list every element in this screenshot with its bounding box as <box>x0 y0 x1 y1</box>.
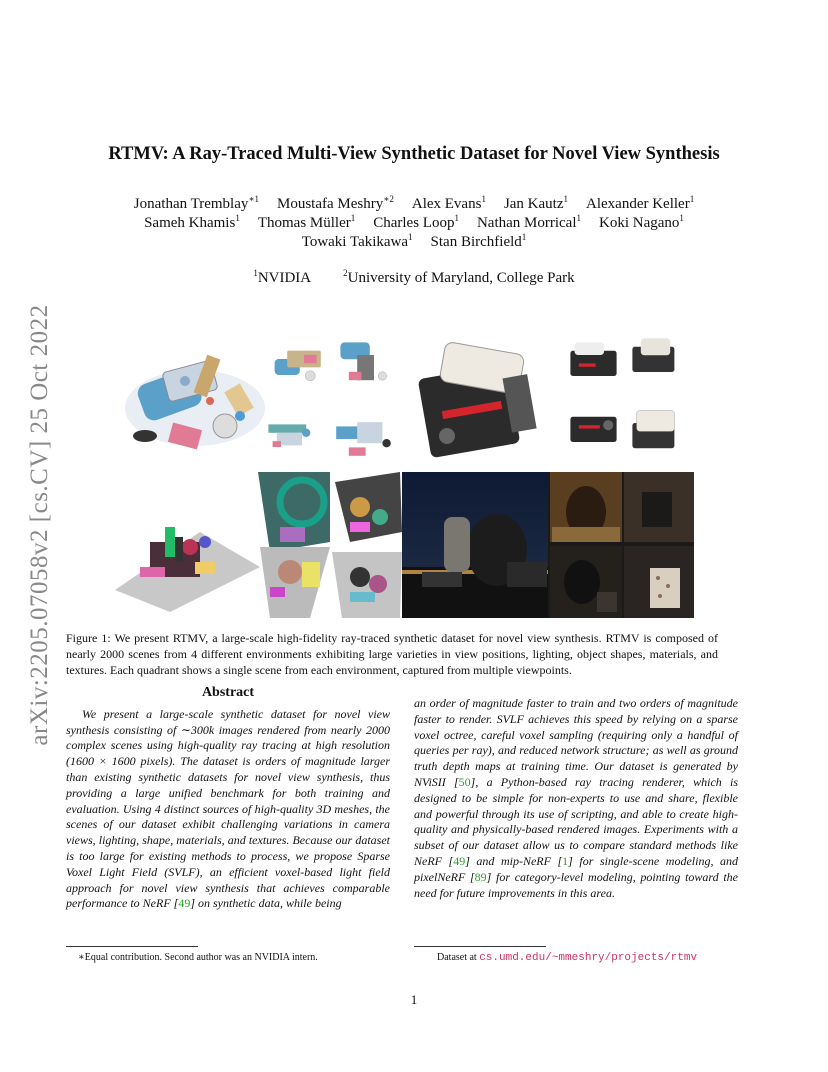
scene-view-1 <box>258 472 330 552</box>
footnote-left: ∗Equal contribution. Second author was an NVIDIA intern. <box>78 952 318 963</box>
author-name: Jonathan Tremblay$^{∗1}$ <box>133 194 259 212</box>
footnote-rule-right <box>414 946 546 947</box>
citation-link[interactable]: 49 <box>178 896 191 911</box>
quadrant-night-scene <box>402 472 694 618</box>
author-affiliation-marker: 1 <box>576 213 582 223</box>
large-night-view <box>402 472 548 618</box>
author-line-1 <box>70 195 758 214</box>
author-name: Thomas Müller$^1$ <box>257 213 356 231</box>
author-affiliation-marker: 1 <box>481 194 486 204</box>
citation-link[interactable]: 89 <box>474 869 487 884</box>
citation-link[interactable]: 49 <box>453 853 466 868</box>
author-name: Nathan Morrical$^1$ <box>476 213 582 231</box>
author-name: Charles Loop$^1$ <box>373 213 459 231</box>
author-affiliation-marker: 1 <box>521 232 527 242</box>
author-name: Sameh Khamis$^1$ <box>144 213 240 231</box>
night-view-1 <box>550 472 622 542</box>
author-name: Alexander Keller$^1$ <box>586 194 695 212</box>
night-view-2 <box>624 472 694 542</box>
author-affiliation-marker: 1 <box>689 194 695 204</box>
abstract-right-column <box>414 696 738 901</box>
affiliation: $^2$University of Maryland, College Park <box>343 268 575 286</box>
author-affiliation-marker: ∗1 <box>248 194 259 204</box>
arxiv-sidebar <box>20 290 60 760</box>
author-line-3 <box>70 233 758 252</box>
abstract-left-column <box>66 685 390 912</box>
night-view-3 <box>550 546 622 618</box>
quadrant-colorful-objects <box>110 472 402 618</box>
abstract-text-left: We present a large-scale synthetic dataset for novel view synthesis consisting of ∼300k images rendered from nearly 2000 complex scenes using high-quality ray tracing at high resolution (1600 × 1600 pixels). The dataset is orders of magnitude larger than existing synthetic datasets for novel view synthesis, thus providing a large unified benchmark for both training and evaluation. Using 4 distinct sources of high-quality 3D meshes, the scenes of our dataset exhibit challenging variations in camera views, lighting, shape, materials, and textures. Because our dataset is too large for existing methods to process, we propose Sparse Voxel Light Field (SVLF), an efficient voxel-based light field approach for novel view synthesis that achieves comparable performance to NeRF [49] on synthetic data, while being <box>66 706 390 911</box>
affiliation-marker: 1 <box>253 268 258 278</box>
author-affiliation-marker: 1 <box>679 213 684 223</box>
small-view-1 <box>275 351 321 381</box>
author-name: Koki Nagano$^1$ <box>599 213 684 231</box>
quadrant-household-objects <box>110 326 402 472</box>
affiliation-marker: 2 <box>343 268 348 278</box>
small-view-2 <box>340 342 386 380</box>
paper-title: RTMV: A Ray-Traced Multi-View Synthetic Dataset for Novel View Synthesis <box>108 144 720 164</box>
large-engine <box>418 341 537 458</box>
author-affiliation-marker: ∗2 <box>383 194 394 204</box>
dataset-url-link[interactable]: cs.umd.edu/~mmeshry/projects/rtmv <box>479 952 698 964</box>
large-view <box>125 355 265 450</box>
author-name: Jan Kautz$^1$ <box>503 194 568 212</box>
affiliations <box>0 270 828 287</box>
author-list <box>70 195 758 252</box>
author-name: Moustafa Meshry$^{∗2}$ <box>277 194 394 212</box>
footnote-right <box>437 952 697 964</box>
author-line-2 <box>70 214 758 233</box>
quadrant-engine <box>402 326 694 472</box>
scene-view-3 <box>260 547 330 618</box>
citation-link[interactable]: 50 <box>458 774 471 789</box>
footnote-right-prefix: Dataset at <box>437 952 477 963</box>
author-name: Stan Birchfield$^1$ <box>430 232 527 250</box>
abstract-heading: Abstract <box>201 685 255 700</box>
arxiv-id: arXiv:2205.07058v2 [cs.CV] 25 Oct 2022 <box>26 304 53 746</box>
teaser-figure <box>110 326 694 618</box>
footnote-rule-left <box>66 946 198 947</box>
affiliation: $^1$NVIDIA <box>253 268 312 286</box>
author-affiliation-marker: 1 <box>563 194 568 204</box>
author-name: Towaki Takikawa$^1$ <box>301 232 413 250</box>
author-affiliation-marker: 1 <box>350 213 356 223</box>
author-affiliation-marker: 1 <box>408 232 413 242</box>
citation-link[interactable]: 1 <box>562 853 569 868</box>
author-name: Alex Evans$^1$ <box>411 194 486 212</box>
small-view-4 <box>336 422 391 456</box>
small-engine-4 <box>632 410 674 448</box>
small-engine-2 <box>632 338 674 372</box>
night-view-4 <box>624 546 694 618</box>
author-affiliation-marker: 1 <box>235 213 240 223</box>
figure-caption: Figure 1: We present RTMV, a large-scale high-fidelity ray-traced synthetic dataset for novel view synthesis. RTMV is composed of nearly 2000 scenes from 4 different environments exhibiting large varieties in view positions, lighting, object shapes, materials, and textures. Each quadrant shows a single scene from each environment, captured from multiple viewpoints. <box>66 631 718 677</box>
scene-view-2 <box>335 472 402 542</box>
large-scene <box>115 527 260 612</box>
author-affiliation-marker: 1 <box>454 213 459 223</box>
small-view-3 <box>268 424 310 447</box>
small-engine-1 <box>570 342 616 376</box>
scene-view-4 <box>332 552 402 618</box>
page-number: 1 <box>410 992 418 1007</box>
abstract-text-right: an order of magnitude faster to train and two orders of magnitude faster to render. SVLF achieves this speed by relying on a sparse voxel octree, careful voxel sampling (requiring only a handful of queries per ray), and reduced network structure; as well as ground truth depth maps at training time. Our dataset is generated by NViSII [50], a Python-based ray tracing renderer, which is designed to be simple for non-experts to use and share, flexible and powerful through its use of scripting, and able to create high-quality and physically-based rendered images. Experiments with a subset of our dataset allow us to compare standard methods like NeRF [49] and mip-NeRF [1] for single-scene modeling, and pixelNeRF [89] for category-level modeling, pointing toward the need for future improvements in this area. <box>414 696 738 900</box>
small-engine-3 <box>570 417 616 442</box>
